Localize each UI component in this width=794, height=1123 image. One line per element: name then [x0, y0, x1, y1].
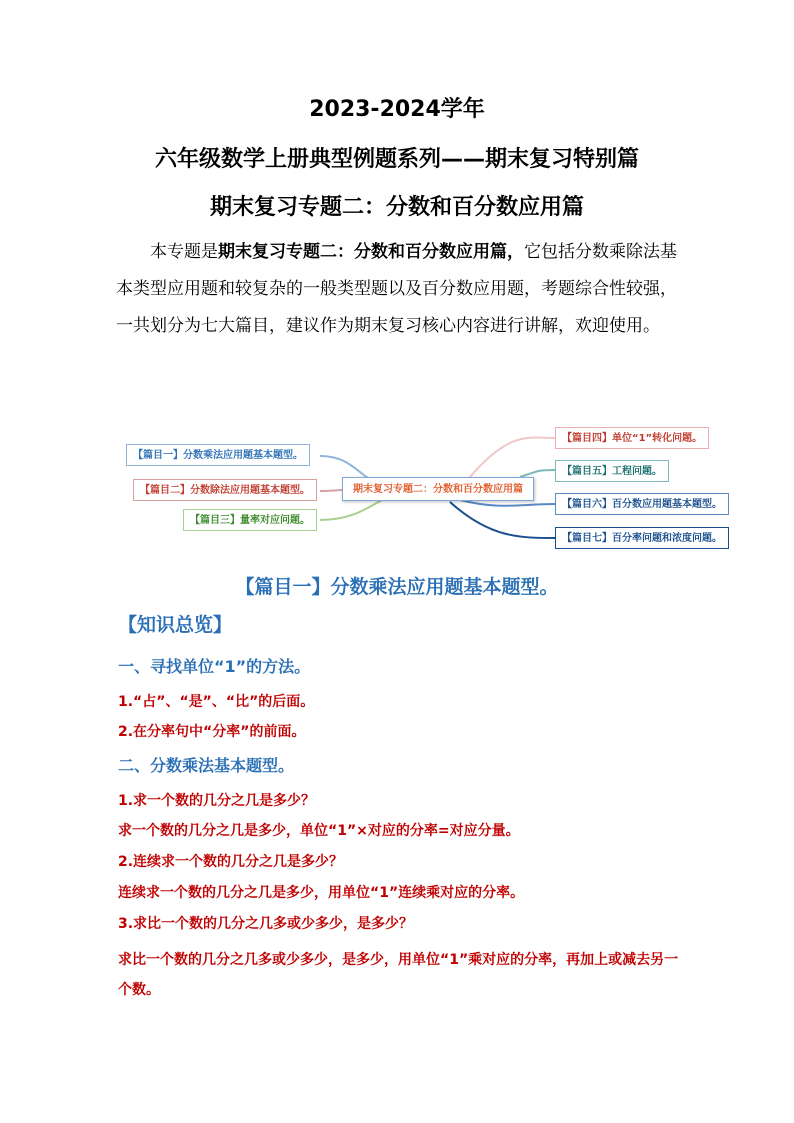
mindmap-node-part-2: 【篇目二】分数除法应用题基本题型。: [133, 479, 317, 501]
document-series-title: 六年级数学上册典型例题系列——期末复习特别篇: [154, 147, 639, 172]
mindmap-node-part-5: 【篇目五】工程问题。: [555, 460, 669, 482]
rule-item: 连续求一个数的几分之几是多少，用单位“1”连续乘对应的分率。: [118, 885, 525, 901]
rule-item: 1.“占”、“是”、“比”的后面。: [118, 694, 315, 710]
knowledge-overview-heading: 【知识总览】: [118, 614, 233, 636]
mindmap-center-node: 期末复习专题二：分数和百分数应用篇: [342, 477, 534, 501]
rule-item: 3.求比一个数的几分之几多或少多少，是多少？: [118, 916, 414, 932]
document-year: 2023-2024学年: [309, 97, 485, 122]
rule-item: 求一个数的几分之几是多少，单位“1”×对应的分率=对应分量。: [118, 823, 520, 839]
section-title: 【篇目一】分数乘法应用题基本题型。: [235, 576, 559, 598]
document-topic-title: 期末复习专题二：分数和百分数应用篇: [209, 195, 584, 220]
rule-item: 求比一个数的几分之几多或少多少，是多少，用单位“1”乘对应的分率，再加上或减去另一个数。: [118, 952, 679, 998]
intro-text-bold: 期末复习专题二：分数和百分数应用篇，: [218, 242, 524, 262]
intro-text-rest: 它包括分数乘除法基本类型应用题和较复杂的一般类型题以及百分数应用题，考题综合性较强，一共划分为七大篇目，建议作为期末复习核心内容进行讲解，欢迎使用。: [116, 242, 677, 336]
rule-item: 1.求一个数的几分之几是多少？: [118, 793, 316, 809]
subheading-basic-types: 二、分数乘法基本题型。: [118, 756, 295, 775]
rule-item: 2.在分率句中“分率”的前面。: [118, 724, 306, 740]
intro-paragraph: [116, 234, 682, 345]
mindmap-node-part-7: 【篇目七】百分率问题和浓度问题。: [555, 527, 729, 549]
mindmap-node-part-4: 【篇目四】单位“1”转化问题。: [555, 427, 709, 449]
intro-text-start: 本专题是: [150, 242, 218, 262]
subheading-find-unit-one: 一、寻找单位“1”的方法。: [118, 657, 311, 676]
mindmap-node-part-1: 【篇目一】分数乘法应用题基本题型。: [126, 444, 310, 466]
rule-item: 2.连续求一个数的几分之几是多少？: [118, 854, 344, 870]
mindmap-node-part-3: 【篇目三】量率对应问题。: [183, 509, 317, 531]
mindmap-node-part-6: 【篇目六】百分数应用题基本题型。: [555, 493, 729, 515]
